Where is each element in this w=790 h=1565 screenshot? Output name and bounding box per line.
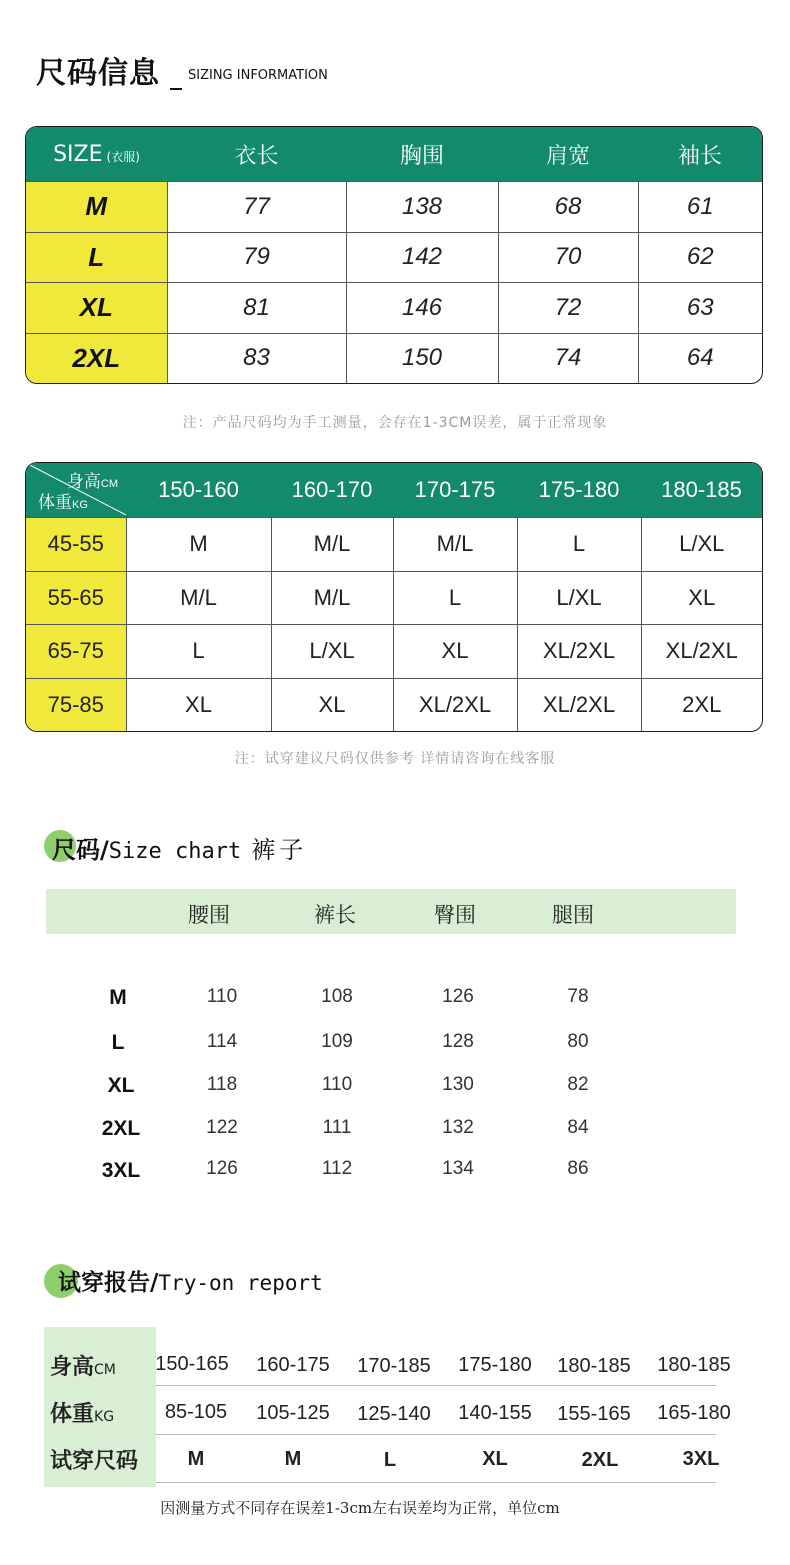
weight-value: 140-155 — [458, 1402, 532, 1424]
value-cell: 77 — [167, 182, 346, 233]
value-cell: 84 — [567, 1117, 589, 1138]
divider — [156, 1482, 716, 1483]
value-cell: 109 — [321, 1031, 353, 1052]
pants-header-bar — [46, 889, 736, 934]
weight-value: 85-105 — [164, 1401, 228, 1423]
sizing-title-cn: 尺码信息 — [36, 56, 160, 91]
value-cell: 118 — [206, 1074, 238, 1095]
size-suggestion: M — [126, 518, 271, 572]
value-cell: 80 — [567, 1031, 589, 1052]
table-row — [26, 182, 762, 233]
value-cell: 138 — [346, 182, 498, 233]
size-suggestion: L/XL — [641, 518, 762, 572]
size-value: XL — [482, 1448, 508, 1470]
pants-title: 尺码/Size chart 裤子 — [52, 836, 308, 864]
value-cell: 79 — [167, 232, 346, 283]
value-cell: 112 — [321, 1158, 353, 1179]
value-cell: 126 — [442, 986, 474, 1007]
value-cell: 70 — [498, 232, 638, 283]
size-cell: L — [26, 232, 167, 283]
value-cell: 108 — [321, 986, 353, 1007]
corner-weight-label: 体重KG — [38, 493, 88, 512]
header-thigh: 腿围 — [552, 903, 594, 927]
corner-cell — [26, 463, 126, 518]
table-row — [26, 518, 762, 572]
garment-size-table — [25, 126, 763, 384]
height-value: 175-180 — [458, 1354, 532, 1376]
value-cell: 81 — [167, 283, 346, 334]
size-suggestion: XL/2XL — [517, 678, 641, 731]
size-suggestion: XL — [271, 678, 393, 731]
header-hip: 臀围 — [434, 903, 476, 927]
size-suggestion: XL/2XL — [393, 678, 517, 731]
size-suggestion: 2XL — [641, 678, 762, 731]
table-row — [26, 571, 762, 625]
title-dash — [170, 88, 182, 90]
sizing-title-en: SIZING INFORMATION — [188, 68, 328, 83]
size-suggestion: XL/2XL — [517, 625, 641, 679]
value-cell: 110 — [321, 1074, 353, 1095]
height-value: 170-185 — [357, 1355, 431, 1377]
table-row — [26, 625, 762, 679]
size-suggestion: XL/2XL — [641, 625, 762, 679]
header-length: 衣长 — [167, 127, 346, 182]
recommendation-header — [26, 463, 762, 518]
table-row — [26, 333, 762, 383]
size-label: 2XL — [101, 1117, 141, 1140]
value-cell: 64 — [638, 333, 762, 383]
value-cell: 142 — [346, 232, 498, 283]
size-suggestion: M/L — [271, 518, 393, 572]
value-cell: 146 — [346, 283, 498, 334]
size-suggestion: L — [393, 571, 517, 625]
value-cell: 83 — [167, 333, 346, 383]
divider — [156, 1385, 716, 1386]
weight-value: 155-165 — [557, 1403, 631, 1425]
tryon-title: 试穿报告/Try-on report — [58, 1270, 323, 1296]
value-cell: 126 — [206, 1158, 238, 1179]
table-row — [26, 678, 762, 731]
height-value: 150-165 — [155, 1353, 229, 1375]
measurement-note: 注：产品尺码均为手工测量，会存在1-3CM误差，属于正常现象 — [182, 415, 608, 431]
value-cell: 150 — [346, 333, 498, 383]
value-cell: 61 — [638, 182, 762, 233]
size-cell: XL — [26, 283, 167, 334]
weight-cell: 55-65 — [26, 571, 126, 625]
value-cell: 62 — [638, 232, 762, 283]
value-cell: 78 — [567, 986, 589, 1007]
value-cell: 134 — [442, 1158, 474, 1179]
value-cell: 132 — [442, 1117, 474, 1138]
value-cell: 122 — [206, 1117, 238, 1138]
header-size: SIZE (衣服) — [26, 127, 167, 182]
height-range-header: 175-180 — [517, 463, 641, 518]
weight-cell: 45-55 — [26, 518, 126, 572]
size-label: L — [111, 1031, 125, 1054]
height-range-header: 170-175 — [393, 463, 517, 518]
size-suggestion: M/L — [393, 518, 517, 572]
corner-height-label: 身高CM — [66, 472, 118, 491]
weight-value: 125-140 — [357, 1403, 431, 1425]
table-row — [26, 232, 762, 283]
height-value: 180-185 — [657, 1354, 731, 1376]
recommendation-table — [25, 462, 763, 732]
size-label: 3XL — [101, 1159, 141, 1182]
weight-cell: 75-85 — [26, 678, 126, 731]
header-sleeve: 袖长 — [638, 127, 762, 182]
label-tryon-size: 试穿尺码 — [50, 1449, 139, 1474]
height-range-header: 160-170 — [271, 463, 393, 518]
size-suggestion: M/L — [271, 571, 393, 625]
weight-value: 165-180 — [657, 1402, 731, 1424]
recommendation-note: 注：试穿建议尺码仅供参考 详情请咨询在线客服 — [234, 751, 556, 767]
height-value: 160-175 — [256, 1354, 330, 1376]
garment-table-header — [26, 127, 762, 182]
size-label: M — [109, 986, 127, 1009]
size-value: M — [284, 1448, 302, 1470]
value-cell: 128 — [442, 1031, 474, 1052]
value-cell: 111 — [322, 1117, 352, 1138]
size-suggestion: XL — [126, 678, 271, 731]
height-range-header: 150-160 — [126, 463, 271, 518]
size-label: XL — [107, 1074, 135, 1097]
table-row — [26, 283, 762, 334]
size-value: 3XL — [682, 1448, 720, 1470]
value-cell: 110 — [206, 986, 238, 1007]
size-cell: 2XL — [26, 333, 167, 383]
value-cell: 86 — [567, 1158, 589, 1179]
label-weight: 体重KG — [50, 1402, 115, 1427]
tryon-note: 因测量方式不同存在误差1-3cm左右误差均为正常，单位cm — [160, 1499, 560, 1517]
height-range-header: 180-185 — [641, 463, 762, 518]
weight-value: 105-125 — [256, 1402, 330, 1424]
header-waist: 腰围 — [188, 903, 230, 927]
label-height: 身高CM — [50, 1355, 116, 1380]
size-suggestion: XL — [641, 571, 762, 625]
size-suggestion: L — [517, 518, 641, 572]
header-shoulder: 肩宽 — [498, 127, 638, 182]
header-chest: 胸围 — [346, 127, 498, 182]
size-suggestion: L/XL — [271, 625, 393, 679]
value-cell: 74 — [498, 333, 638, 383]
divider — [156, 1434, 716, 1435]
header-pants-length: 裤长 — [314, 903, 356, 927]
sizing-title — [36, 48, 328, 92]
value-cell: 130 — [442, 1074, 474, 1095]
value-cell: 82 — [567, 1074, 589, 1095]
size-suggestion: L/XL — [517, 571, 641, 625]
height-value: 180-185 — [557, 1355, 631, 1377]
size-suggestion: M/L — [126, 571, 271, 625]
size-value: L — [383, 1449, 397, 1471]
value-cell: 68 — [498, 182, 638, 233]
value-cell: 63 — [638, 283, 762, 334]
size-suggestion: XL — [393, 625, 517, 679]
value-cell: 72 — [498, 283, 638, 334]
size-value: 2XL — [581, 1449, 619, 1471]
value-cell: 114 — [206, 1031, 238, 1052]
size-suggestion: L — [126, 625, 271, 679]
weight-cell: 65-75 — [26, 625, 126, 679]
size-cell: M — [26, 182, 167, 233]
size-value: M — [187, 1448, 205, 1470]
